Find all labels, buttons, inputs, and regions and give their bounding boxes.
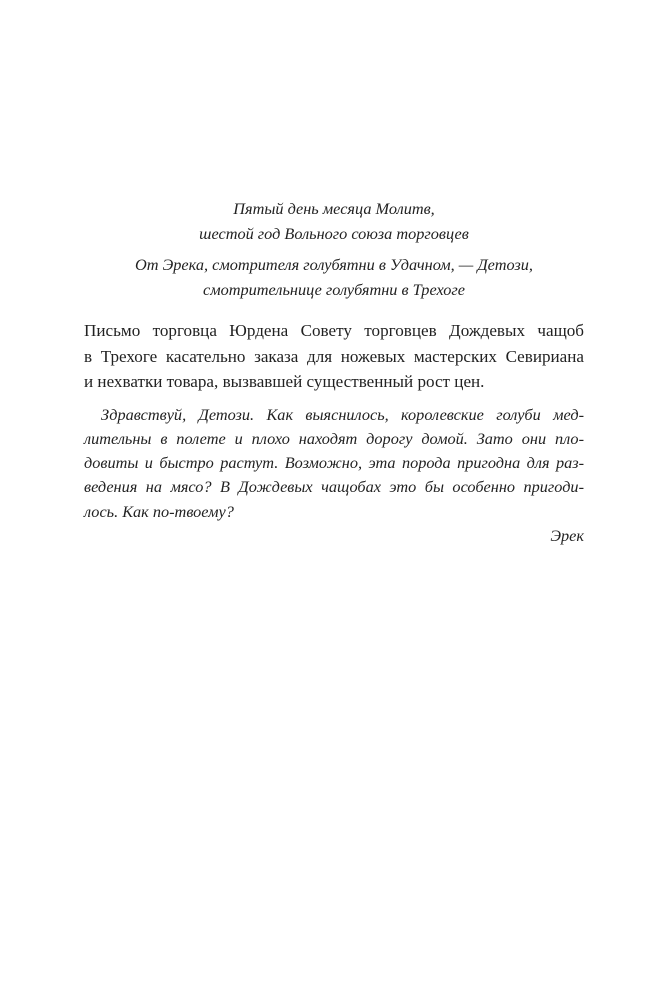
date-heading	[84, 196, 584, 246]
main-letter-line: Письмо торговца Юрдена Совету торговцев Дождевых чащоб	[84, 321, 584, 340]
main-letter-title	[84, 318, 584, 395]
date-line: Пятый день месяца Молитв,	[233, 199, 435, 218]
date-line: шестой год Вольного союза торговцев	[199, 224, 469, 243]
message-line: Здравствуй, Детози. Как выяснилось, королевские голуби мед-	[101, 404, 584, 424]
signature: Эрек	[550, 525, 584, 545]
route-line: смотрительнице голубятни в Трехоге	[202, 280, 466, 299]
main-letter-line: и нехватки товара, вызвавшей существенный рост цен.	[84, 372, 485, 391]
message-line: довиты и быстро растут. Возможно, эта порода пригодна для раз-	[84, 453, 584, 473]
text-block	[84, 196, 584, 548]
message-line: ведения на мясо? В Дождевых чащобах это бы особенно пригоди-	[84, 477, 584, 497]
message-body	[84, 403, 584, 524]
message-line: лось. Как по-твоему?	[84, 501, 234, 521]
main-letter-line: в Трехоге касательно заказа для ножевых мастерских Севириана	[84, 346, 584, 366]
route-heading	[84, 252, 584, 302]
route-line: От Эрека, смотрителя голубятни в Удачном, — Детози,	[135, 255, 533, 274]
message-line: лительны в полете и плохо находят дорогу домой. Зато они пло-	[84, 428, 584, 448]
